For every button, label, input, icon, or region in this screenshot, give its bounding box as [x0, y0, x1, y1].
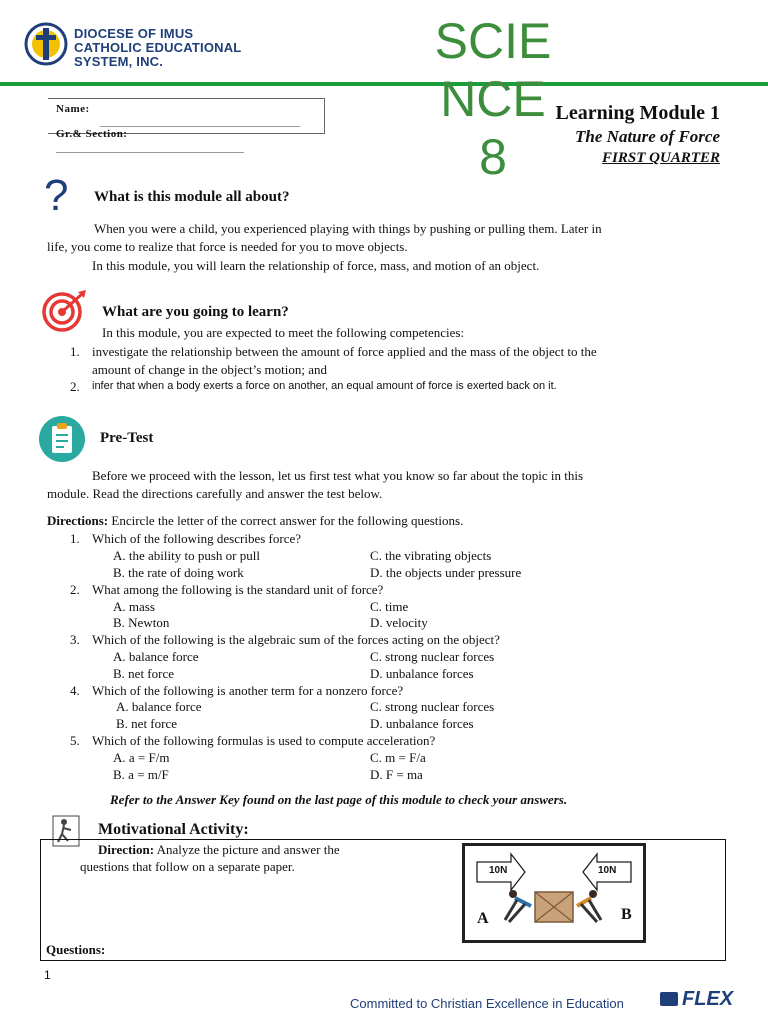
q2-option-b[interactable]: B. Newton — [113, 615, 170, 630]
person-a-label: A — [477, 910, 489, 927]
module-title: Learning Module 1 — [555, 102, 720, 124]
about-heading: What is this module all about? — [94, 189, 290, 205]
activity-direction-text-1: Analyze the picture and answer the — [154, 842, 340, 857]
org-line-3: SYSTEM, INC. — [74, 54, 164, 69]
q1-option-a[interactable]: A. the ability to push or pull — [113, 548, 260, 563]
page-number: 1 — [44, 968, 51, 982]
q5-text: Which of the following formulas is used to compute acceleration? — [92, 733, 436, 748]
q3-text: Which of the following is the algebraic sum of the forces acting on the object? — [92, 632, 500, 647]
q2-text: What among the following is the standard unit of force? — [92, 582, 384, 597]
right-force-label: 10N — [598, 865, 617, 876]
subject-line-2: NCE — [440, 71, 546, 127]
learn-heading: What are you going to learn? — [102, 304, 289, 320]
q3-option-c[interactable]: C. strong nuclear forces — [370, 649, 495, 664]
q3-option-d[interactable]: D. unbalance forces — [370, 666, 474, 681]
q1-text: Which of the following describes force? — [92, 531, 302, 546]
learn-item-1-line1: investigate the relationship between the amount of force applied and the mass of the object to the — [92, 344, 597, 359]
pretest-p1a: Before we proceed with the lesson, let us first test what you know so far about the topic in this — [92, 468, 584, 483]
header-rule — [0, 82, 768, 86]
q4-option-d[interactable]: D. unbalance forces — [370, 716, 474, 731]
q1-option-c[interactable]: C. the vibrating objects — [370, 548, 492, 563]
module-quarter: FIRST QUARTER — [602, 150, 720, 166]
learn-item-1-num: 1. — [70, 344, 80, 359]
clipboard-icon — [38, 415, 86, 463]
q5-option-c[interactable]: C. m = F/a — [370, 750, 426, 765]
learn-intro: In this module, you are expected to meet the following competencies: — [102, 325, 465, 340]
org-line-2: CATHOLIC EDUCATIONAL — [74, 40, 242, 55]
q3-option-a[interactable]: A. balance force — [113, 649, 199, 664]
q2-option-a[interactable]: A. mass — [113, 599, 155, 614]
flex-logo — [660, 988, 740, 1016]
learn-item-2-num: 2. — [70, 379, 80, 394]
name-label: Name: — [56, 103, 90, 115]
learn-item-2-line1: infer that when a body exerts a force on another, an equal amount of force is exerted back on it. — [92, 380, 557, 392]
q3-num: 3. — [70, 632, 80, 647]
directions-text: Encircle the letter of the correct answer for the following questions. — [108, 513, 464, 528]
activity-direction-label: Direction: — [98, 842, 155, 857]
q1-num: 1. — [70, 531, 80, 546]
q3-option-b[interactable]: B. net force — [113, 666, 175, 681]
person-b-label: B — [621, 906, 632, 923]
flex-wordmark: FLEX — [682, 988, 734, 1010]
activity-direction-text-2: questions that follow on a separate paper. — [80, 859, 295, 874]
pretest-p1b: module. Read the directions carefully and answer the test below. — [47, 486, 383, 501]
q4-num: 4. — [70, 683, 80, 698]
q2-num: 2. — [70, 582, 80, 597]
about-p1b: life, you come to realize that force is needed for you to move objects. — [47, 239, 408, 254]
directions — [47, 512, 463, 530]
subject-line-1: SCIE — [434, 13, 552, 69]
q5-option-b[interactable]: B. a = m/F — [113, 767, 169, 782]
q5-num: 5. — [70, 733, 80, 748]
target-icon — [42, 290, 88, 332]
subject-line-3: 8 — [479, 129, 507, 185]
footer-motto: Committed to Christian Excellence in Education — [350, 996, 624, 1011]
activity-direction — [98, 841, 340, 859]
directions-label: Directions: — [47, 513, 109, 528]
module-subtitle: The Nature of Force — [575, 127, 720, 146]
about-p2: In this module, you will learn the relationship of force, mass, and motion of an object. — [92, 258, 540, 273]
learn-item-1-line2: amount of change in the object’s motion; and — [92, 362, 328, 377]
question-mark-icon: ? — [44, 171, 69, 220]
force-picture — [462, 843, 646, 943]
q4-text: Which of the following is another term for a nonzero force? — [92, 683, 404, 698]
q5-option-d[interactable]: D. F = ma — [370, 767, 423, 782]
q2-option-d[interactable]: D. velocity — [370, 615, 428, 630]
pretest-heading: Pre-Test — [100, 430, 154, 446]
force-diagram — [465, 846, 643, 940]
section-line[interactable] — [56, 152, 244, 153]
q4-option-c[interactable]: C. strong nuclear forces — [370, 699, 495, 714]
q1-option-d[interactable]: D. the objects under pressure — [370, 565, 522, 580]
q4-option-a[interactable]: A. balance force — [116, 699, 202, 714]
q2-option-c[interactable]: C. time — [370, 599, 409, 614]
name-line[interactable] — [100, 126, 300, 127]
org-line-1: DIOCESE OF IMUS — [74, 26, 194, 41]
q1-option-b[interactable]: B. the rate of doing work — [113, 565, 244, 580]
q5-option-a[interactable]: A. a = F/m — [113, 750, 170, 765]
logo-seal — [24, 22, 68, 66]
answer-key-note: Refer to the Answer Key found on the last page of this module to check your answers. — [110, 792, 568, 807]
section-label: Gr.& Section: — [56, 128, 128, 140]
left-force-label: 10N — [489, 865, 508, 876]
q4-option-b[interactable]: B. net force — [116, 716, 178, 731]
questions-label: Questions: — [46, 942, 106, 957]
about-p1a: When you were a child, you experienced playing with things by pushing or pulling them. Later in — [94, 221, 602, 236]
motivational-heading: Motivational Activity: — [98, 821, 249, 838]
monitor-icon — [660, 992, 678, 1006]
